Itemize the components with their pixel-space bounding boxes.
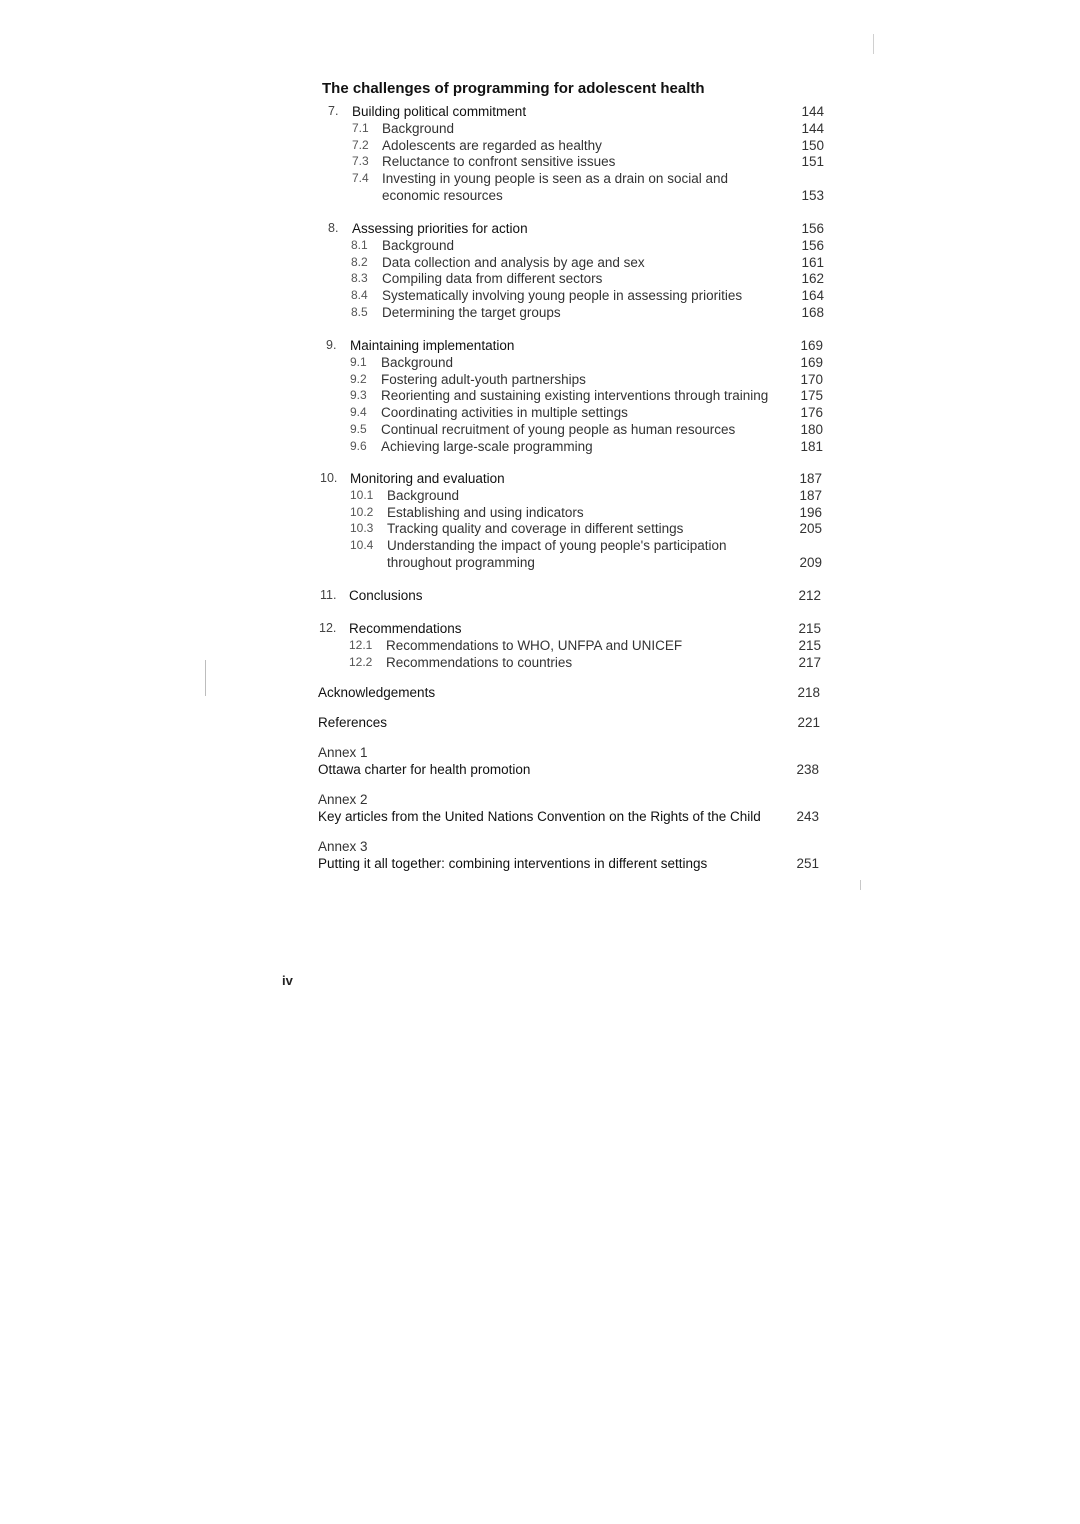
section-title-continued: throughout programming [387,555,535,570]
section-title: Reluctance to confront sensitive issues [382,154,616,170]
section-number: 12.2 [349,654,373,669]
chapter-title: Maintaining implementation [350,338,515,353]
chapter-title: Recommendations [349,621,462,636]
section-number: 7.4 [352,171,369,186]
section-page: 150 [801,137,824,153]
section-entry[interactable] [0,154,1080,172]
section-page: 164 [801,288,824,304]
section-page: 205 [799,521,822,537]
annex-title: Key articles from the United Nations Convention on the Rights of the Child [318,809,761,824]
section-number: 10.3 [350,521,374,536]
section-number: 8.3 [351,271,368,286]
section-page: 169 [800,354,823,370]
section-entry[interactable] [0,439,1080,457]
section-title: Coordinating activities in multiple settings [381,405,628,421]
section-entry[interactable] [0,255,1080,273]
section-entry[interactable] [0,288,1080,306]
scan-mark [873,34,874,54]
section-entry[interactable] [0,171,1080,189]
section-entry[interactable] [0,121,1080,139]
section-title: Recommendations to WHO, UNFPA and UNICEF [386,637,683,653]
section-number: 8.1 [351,237,368,252]
section-title: Background [382,237,455,253]
section-page: 151 [801,154,824,170]
annex-label: Annex 3 [318,839,368,854]
section-page: 176 [800,405,823,421]
section-number: 9.1 [350,354,367,369]
section-title: Adolescents are regarded as healthy [382,137,602,153]
section-title: Determining the target groups [382,305,561,320]
section-page: 153 [801,188,824,203]
page-number: iv [282,973,293,988]
section-entry-continued[interactable] [0,188,1080,206]
section-entry[interactable] [0,405,1080,423]
section-entry[interactable] [0,422,1080,440]
chapter-entry[interactable] [0,471,1080,489]
chapter-number: 11. [320,588,337,602]
annex-page: 251 [796,856,819,871]
section-title: Data collection and analysis by age and sex [382,254,645,270]
section-entry[interactable] [0,655,1080,673]
section-number: 9.6 [350,438,367,453]
section-title: Background [381,354,454,370]
annex-entry[interactable] [0,809,1080,827]
section-number: 10.4 [350,538,374,553]
chapter-entry[interactable] [0,621,1080,639]
section-title: Compiling data from different sectors [382,271,603,287]
section-number: 9.2 [350,371,367,386]
section-page: 215 [798,637,821,653]
annex-page: 238 [796,762,819,777]
section-entry[interactable] [0,521,1080,539]
section-entry[interactable] [0,538,1080,556]
section-page: 217 [798,654,821,670]
annex-entry[interactable] [0,762,1080,780]
section-entry[interactable] [0,488,1080,506]
chapter-page: 187 [799,471,822,486]
chapter-page: 215 [798,621,821,636]
chapter-page: 169 [800,338,823,353]
section-page: 175 [800,388,823,404]
section-entry[interactable] [0,388,1080,406]
section-number: 9.3 [350,388,367,403]
chapter-entry[interactable] [0,588,1080,606]
chapter-page: 144 [801,104,824,119]
chapter-title: Monitoring and evaluation [350,471,505,486]
section-title: Reorienting and sustaining existing interventions through training [381,388,769,404]
chapter-number: 9. [326,338,337,352]
section-entry[interactable] [0,372,1080,390]
section-title: Achieving large-scale programming [381,438,593,454]
section-title-continued: economic resources [382,188,503,203]
section-title: Tracking quality and coverage in different settings [387,521,684,537]
back-matter-page: 218 [797,685,820,700]
section-page: 170 [800,371,823,387]
chapter-entry[interactable] [0,221,1080,239]
section-number: 7.1 [352,120,369,135]
section-page: 162 [801,271,824,287]
section-number: 12.1 [349,637,373,652]
back-matter-entry[interactable] [0,715,1080,733]
chapter-title: Building political commitment [352,104,527,119]
annex-label: Annex 2 [318,792,368,807]
section-page: 161 [801,254,824,270]
chapter-entry[interactable] [0,104,1080,122]
section-page: 209 [799,555,822,570]
section-entry[interactable] [0,238,1080,256]
chapter-title: Assessing priorities for action [352,221,528,236]
section-page: 144 [801,120,824,136]
section-page: 168 [801,305,824,320]
section-entry[interactable] [0,505,1080,523]
section-number: 9.4 [350,405,367,420]
section-page: 180 [800,422,823,437]
back-matter-title: References [318,715,388,730]
section-entry[interactable] [0,638,1080,656]
chapter-page: 212 [798,588,821,603]
section-title: Recommendations to countries [386,654,573,670]
section-entry-continued[interactable] [0,555,1080,573]
annex-title: Putting it all together: combining interventions in different settings [318,856,708,871]
section-number: 7.3 [352,154,369,169]
section-title: Understanding the impact of young people's participation [387,538,727,554]
part-title: The challenges of programming for adolescent health [322,80,705,97]
section-title: Systematically involving young people in assessing priorities [382,288,743,304]
section-page: 196 [799,504,822,520]
section-page: 181 [800,438,823,454]
section-number: 10.1 [350,487,374,502]
back-matter-entry[interactable] [0,685,1080,703]
section-title: Background [382,120,455,136]
chapter-title: Conclusions [349,588,423,603]
annex-title: Ottawa charter for health promotion [318,762,531,777]
annex-label: Annex 1 [318,745,368,760]
scan-mark [860,880,861,890]
scan-mark [205,660,206,696]
chapter-entry[interactable] [0,338,1080,356]
chapter-number: 12. [319,621,337,635]
section-entry[interactable] [0,271,1080,289]
chapter-number: 8. [328,221,339,235]
section-entry[interactable] [0,138,1080,156]
chapter-number: 7. [328,104,339,118]
back-matter-page: 221 [797,715,820,730]
chapter-number: 10. [320,471,338,485]
section-number: 7.2 [352,137,369,152]
annex-entry[interactable] [0,856,1080,874]
section-number: 9.5 [350,422,367,436]
section-entry[interactable] [0,355,1080,373]
section-title: Background [387,487,460,503]
section-number: 8.4 [351,288,368,303]
section-entry[interactable] [0,305,1080,323]
section-title: Investing in young people is seen as a drain on social and [382,171,728,187]
section-number: 8.2 [351,254,368,269]
section-title: Establishing and using indicators [387,504,584,520]
section-title: Fostering adult-youth partnerships [381,371,586,387]
chapter-page: 156 [801,221,824,236]
section-number: 8.5 [351,305,368,319]
section-number: 10.2 [350,504,374,519]
back-matter-title: Acknowledgements [318,685,436,700]
section-page: 187 [799,487,822,503]
section-title: Continual recruitment of young people as human resources [381,422,736,437]
section-page: 156 [801,237,824,253]
annex-page: 243 [796,809,819,824]
